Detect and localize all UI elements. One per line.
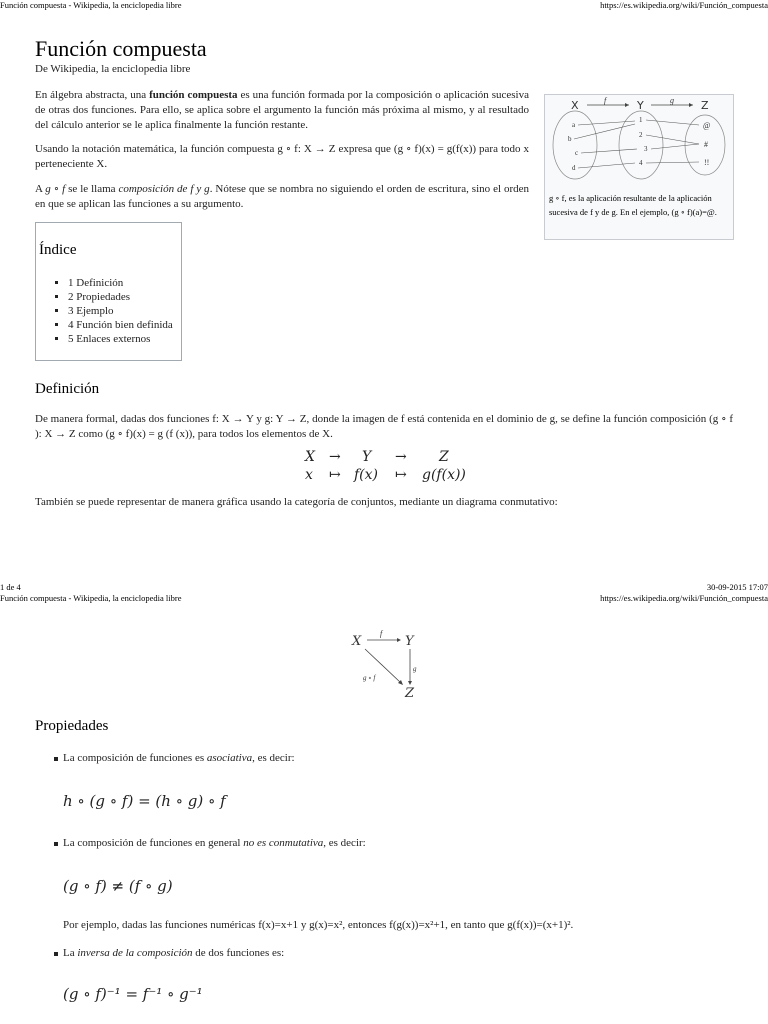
toc-item-propiedades[interactable]: ▪ 2 Propiedades (68, 290, 173, 304)
figure-caption: g ∘ f, es la aplicación resultante de la aplicación sucesiva de f y de g. En el ejemplo, (g ∘ f)(a)=@. (549, 193, 717, 217)
set-z-label: Z (701, 99, 709, 112)
page-title: Función compuesta (35, 36, 207, 61)
elem-hash: # (704, 140, 708, 149)
diagram-gf: g ∘ f (363, 674, 376, 682)
link-inversa-composicion[interactable]: inversa de la composición (77, 947, 193, 959)
toc-list (36, 276, 173, 346)
italic-term[interactable]: composición de f y g (118, 183, 210, 195)
example-paragraph: Por ejemplo, dadas las funciones numéricas f(x)=x+1 y g(x)=x², entonces f(g(x))=x²+1, en tanto que g(f(x))=(x+1)². (63, 919, 574, 931)
definicion-mapping: X → Y → Z x ↦ f(x) ↦ g(f(x)) (305, 449, 466, 483)
definicion-paragraph: De manera formal, dadas dos funciones f: X → Y y g: Y → Z, donde la imagen de f está contenida en el dominio de g, se define la función composición (g ∘ f ): X → Z como (g ∘ f)(x) = g (f (x)), para todos los elementos de X. (35, 413, 733, 440)
commutative-diagram (345, 627, 425, 702)
table-of-contents (35, 222, 182, 361)
toc-item-ejemplo[interactable]: ▪ 3 Ejemplo (68, 304, 173, 318)
link-asociativa[interactable]: asociativa (206, 752, 253, 764)
print-header-title-2: Función compuesta - Wikipedia, la enciclopedia libre (0, 593, 182, 603)
property-bullet-1: La composición de funciones es asociativa, es decir: (63, 752, 295, 764)
elem-at: @ (703, 121, 711, 130)
formula-inversa: (g ∘ f)⁻¹ = f⁻¹ ∘ g⁻¹ (63, 985, 203, 1003)
diagram-x: X (352, 634, 362, 649)
diagram-f: f (380, 629, 383, 638)
intro-paragraph-3: A g ∘ f se le llama composición de f y g. Nótese que se nombra no siguiendo el orden de escritura, sino el orden en que se aplican las funciones a su argumento. (35, 183, 529, 210)
elem-b: b (568, 135, 572, 143)
toc-item-enlaces-externos[interactable]: ▪ 5 Enlaces externos (68, 332, 173, 346)
property-bullet-3: La inversa de la composición de dos funciones es: (63, 947, 285, 959)
elem-a: a (572, 121, 576, 129)
intro-paragraph-2: Usando la notación matemática, la función compuesta g ∘ f: X → Z expresa que (g ∘ f)(x) = g(f(x)) para todo x perteneciente X. (35, 143, 529, 170)
map-f-label: f (604, 96, 607, 105)
heading-definicion: Definición (35, 381, 100, 397)
print-header-url-2[interactable]: https://es.wikipedia.org/wiki/Función_compuesta (600, 593, 768, 603)
print-footer-page: 1 de 4 (0, 582, 21, 592)
intro-paragraph-1: En álgebra abstracta, una función compuesta es una función formada por la composición o aplicación sucesiva de otras dos funciones. Para ello, se aplica sobre el argumento la función más próxima al mismo, y al resultado del cálculo anterior se le aplica finalmente la función restante. (35, 89, 529, 131)
bold-term[interactable]: función compuesta (149, 89, 238, 101)
diagram-y: Y (405, 634, 414, 649)
figure-box (544, 94, 734, 240)
link-no-conmutativa[interactable]: no es conmutativa (243, 837, 324, 849)
formula-no-conmutativa: (g ∘ f) ≠ (f ∘ g) (63, 877, 173, 895)
elem-excl: !! (704, 158, 710, 167)
elem-c: c (575, 149, 579, 157)
elem-4: 4 (639, 159, 643, 167)
set-x-label: X (571, 99, 579, 112)
diagram-g: g (413, 665, 417, 673)
print-header-url[interactable]: https://es.wikipedia.org/wiki/Función_compuesta (600, 0, 768, 10)
diagram-z: Z (405, 686, 415, 701)
print-header-title: Función compuesta - Wikipedia, la enciclopedia libre (0, 0, 182, 10)
elem-3: 3 (644, 145, 648, 153)
elem-1: 1 (639, 116, 643, 124)
heading-propiedades: Propiedades (35, 718, 109, 734)
toc-item-funcion-bien-definida[interactable]: ▪ 4 Función bien definida (68, 318, 173, 332)
property-bullet-2: La composición de funciones en general no es conmutativa, es decir: (63, 837, 366, 849)
elem-2: 2 (639, 131, 643, 139)
elem-d: d (572, 164, 576, 172)
print-footer-datetime: 30-09-2015 17:07 (706, 582, 768, 592)
composition-figure (545, 95, 733, 191)
page-subtitle: De Wikipedia, la enciclopedia libre (35, 63, 191, 75)
toc-item-definicion[interactable]: ▪ 1 Definición (68, 276, 173, 290)
formula-asociativa: h ∘ (g ∘ f) = (h ∘ g) ∘ f (63, 792, 226, 810)
diagram-intro-paragraph: También se puede representar de manera gráfica usando la categoría de conjuntos, mediante un diagrama conmutativo: (35, 496, 558, 508)
map-g-label: g (670, 96, 674, 105)
toc-title: Índice (39, 242, 77, 258)
set-y-label: Y (637, 99, 644, 112)
